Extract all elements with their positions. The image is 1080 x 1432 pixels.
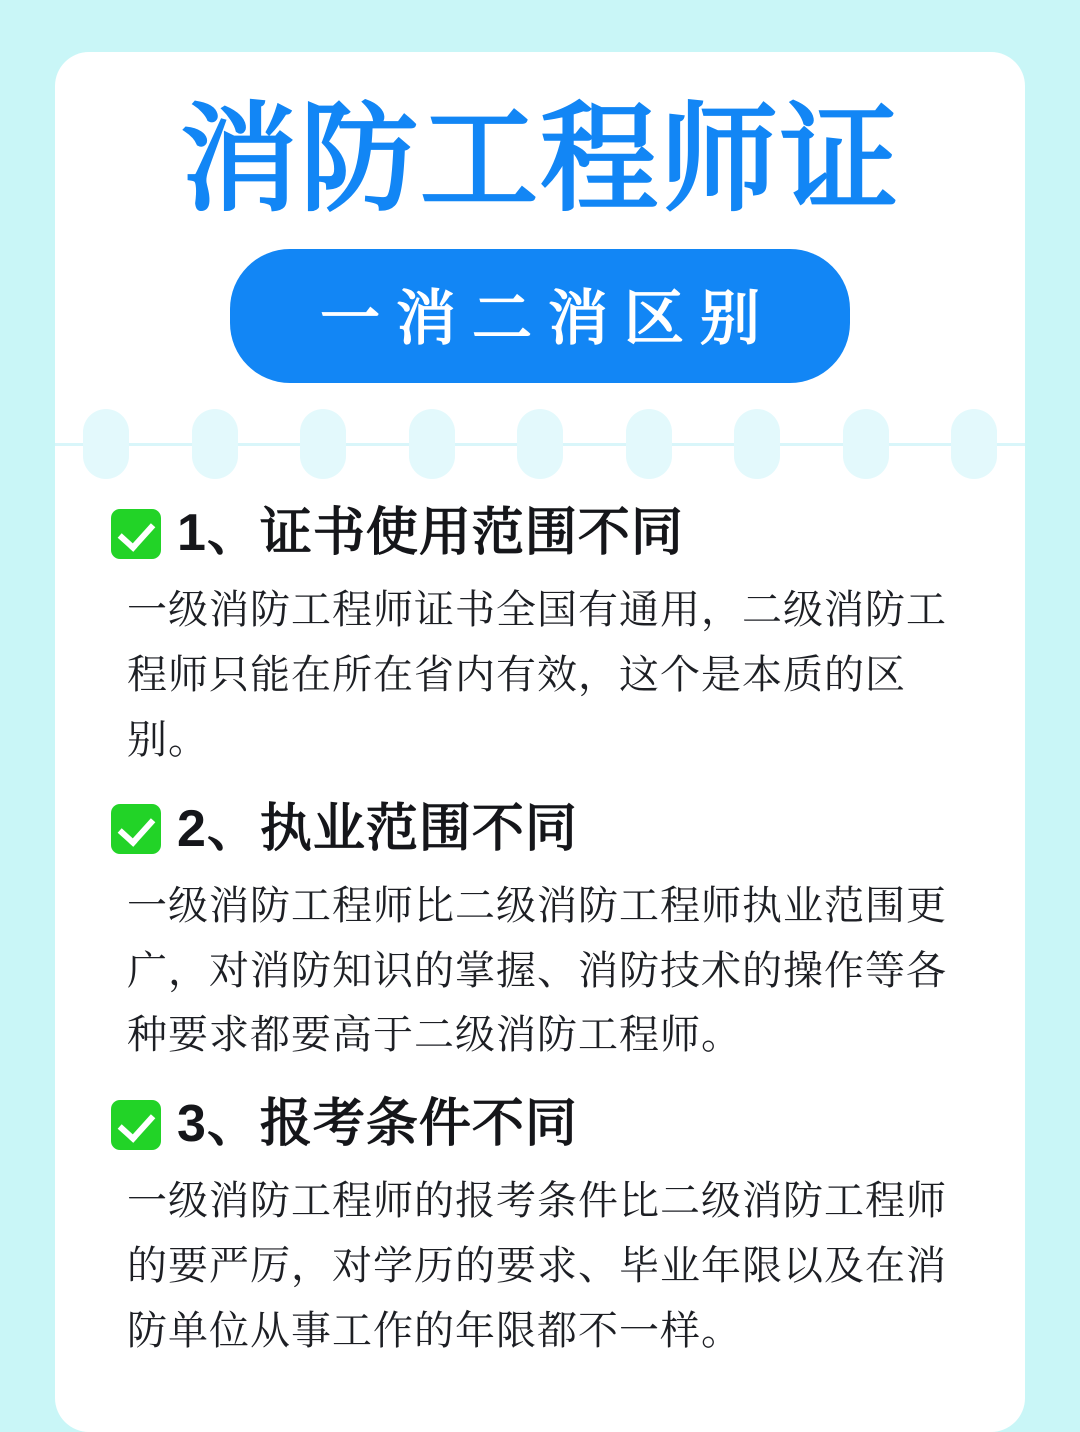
perforation-hole <box>951 409 997 479</box>
perforation-hole <box>83 409 129 479</box>
subtitle-container <box>55 249 1025 383</box>
sections-list <box>55 479 1025 1432</box>
section-item <box>111 505 969 773</box>
section-title: 3、报考条件不同 <box>177 1095 578 1154</box>
poster-header <box>55 52 1025 383</box>
section-item <box>111 801 969 1069</box>
perforation-hole <box>300 409 346 479</box>
section-body: 一级消防工程师证书全国有通用，二级消防工程师只能在所在省内有效，这个是本质的区别。 <box>127 588 947 762</box>
section-heading <box>111 1096 969 1153</box>
perforation-hole <box>192 409 238 479</box>
perforation-holes <box>83 409 997 479</box>
section-body: 一级消防工程师的报考条件比二级消防工程师的要严厉，对学历的要求、毕业年限以及在消防单位从事工作的年限都不一样。 <box>127 1179 947 1354</box>
section-heading <box>111 801 969 858</box>
perforation-hole <box>843 409 889 479</box>
section-heading <box>111 505 969 562</box>
check-square-icon <box>111 509 161 559</box>
section-title: 2、执业范围不同 <box>177 799 578 858</box>
content-card <box>55 52 1025 1432</box>
section-title: 1、证书使用范围不同 <box>177 504 684 563</box>
perforation-hole <box>517 409 563 479</box>
check-square-icon <box>111 1100 161 1150</box>
subtitle-badge: 一消二消区别 <box>230 249 850 383</box>
page-title: 消防工程师证 <box>179 94 900 226</box>
perforation-hole <box>734 409 780 479</box>
section-body: 一级消防工程师比二级消防工程师执业范围更广，对消防知识的掌握、消防技术的操作等各种要求都要高于二级消防工程师。 <box>127 883 947 1058</box>
check-square-icon <box>111 804 161 854</box>
perforation-strip <box>55 409 1025 479</box>
perforation-hole <box>626 409 672 479</box>
section-item <box>111 1096 969 1364</box>
perforation-hole <box>409 409 455 479</box>
